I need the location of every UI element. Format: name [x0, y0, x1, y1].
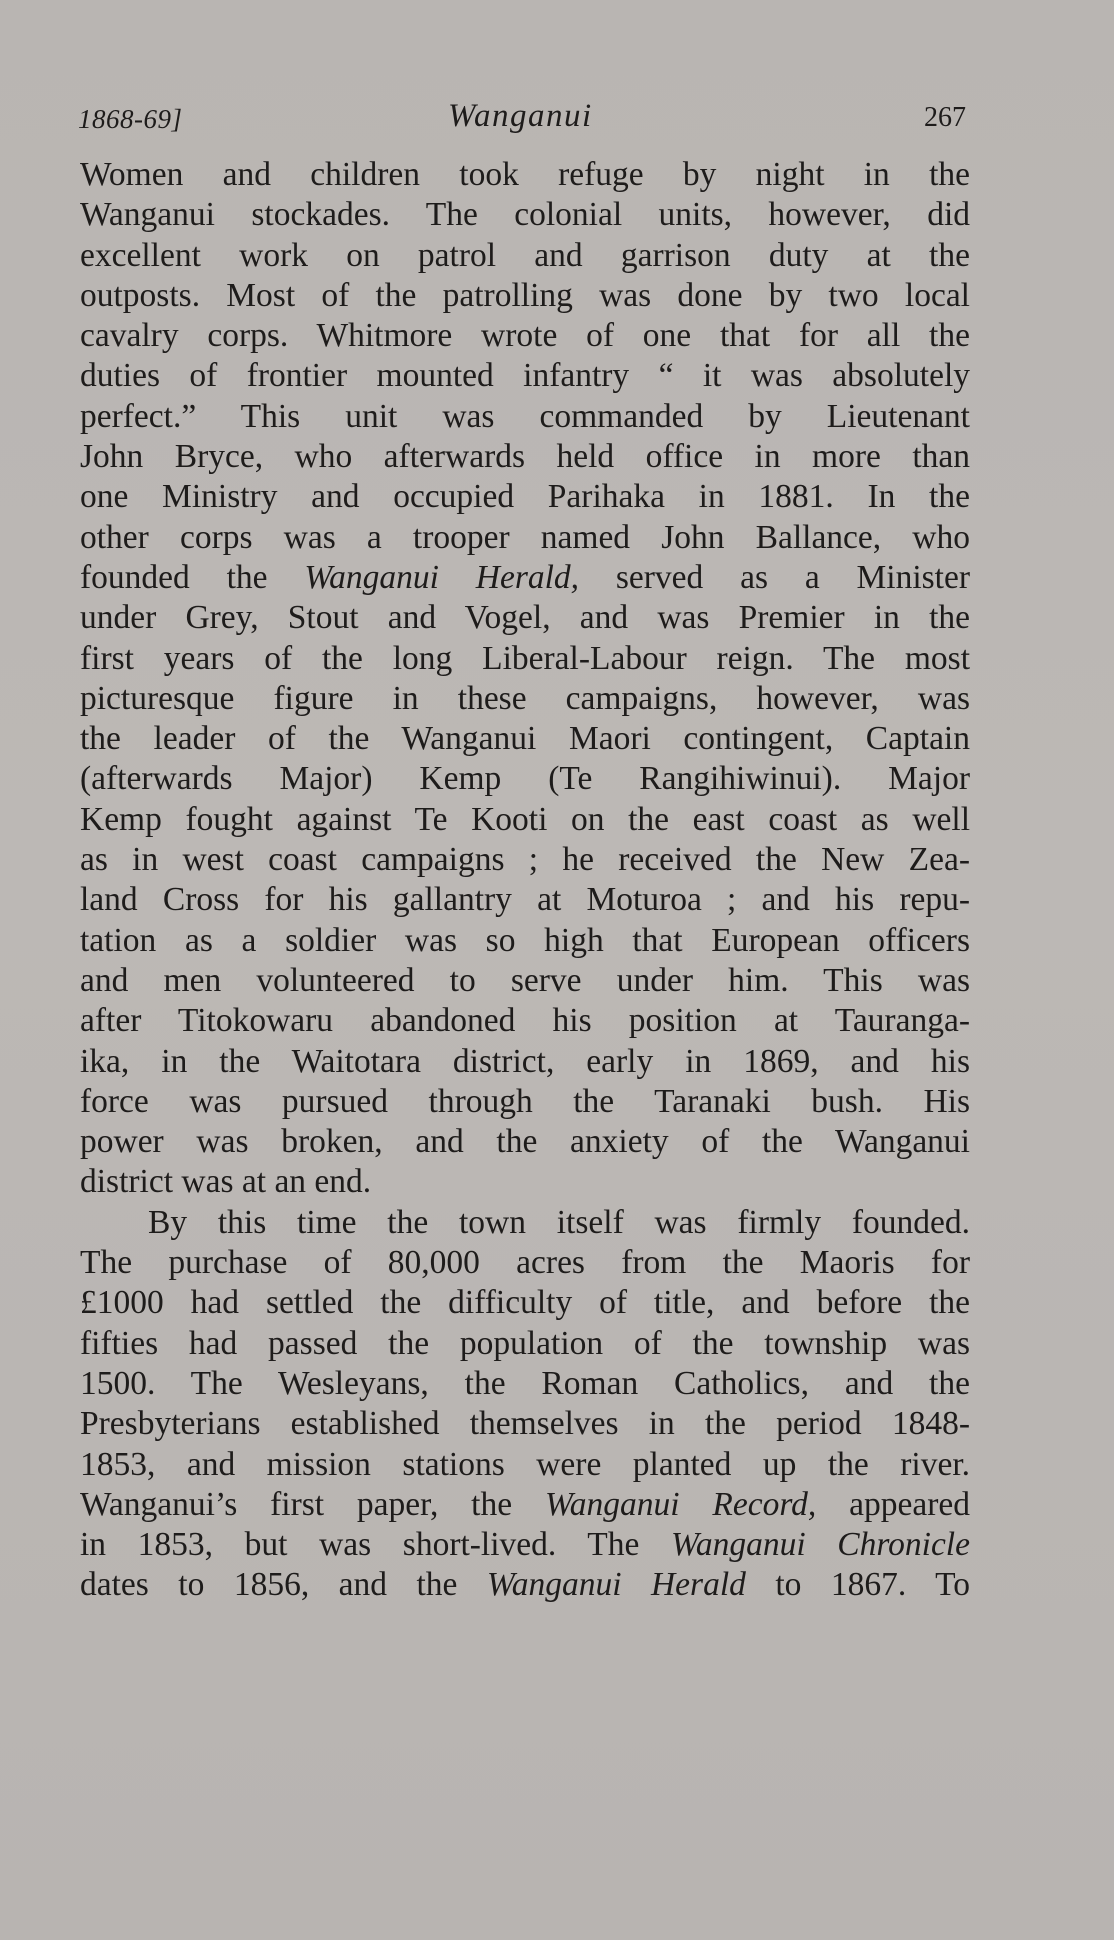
- text-line: [80, 1001, 970, 1041]
- text-segment: in 1853, but was short-lived. The: [80, 1526, 671, 1564]
- text-segment: force was pursued through the Taranaki bush. His: [80, 1082, 970, 1120]
- text-segment: the leader of the Wanganui Maori contingent, Captain: [80, 720, 970, 758]
- italic-title-text: Wanganui Herald: [486, 1566, 746, 1604]
- text-segment: excellent work on patrol and garrison duty at the: [80, 236, 970, 274]
- text-segment: ika, in the Waitotara district, early in 1869, and his: [80, 1042, 970, 1080]
- running-head: [78, 98, 966, 138]
- text-line: [80, 236, 970, 276]
- text-segment: under Grey, Stout and Vogel, and was Premier in the: [80, 599, 970, 637]
- text-line: [80, 1565, 970, 1605]
- italic-title-text: Wanganui Record,: [544, 1485, 817, 1523]
- italic-title-text: Wanganui Chronicle: [671, 1526, 970, 1564]
- text-line: [80, 719, 970, 759]
- text-line: [80, 1445, 970, 1485]
- text-segment: one Ministry and occupied Parihaka in 1881. In the: [80, 478, 970, 516]
- text-line: [80, 356, 970, 396]
- text-line: [80, 1404, 970, 1444]
- text-segment: John Bryce, who afterwards held office in more than: [80, 438, 970, 476]
- text-line: [80, 880, 970, 920]
- text-segment: By this time the town itself was firmly founded.: [148, 1203, 970, 1241]
- text-segment: founded the: [80, 558, 305, 596]
- text-segment: duties of frontier mounted infantry “ it was absolutely: [80, 357, 970, 395]
- text-segment: The purchase of 80,000 acres from the Maoris for: [80, 1244, 970, 1282]
- page-number: 267: [924, 102, 966, 133]
- text-segment: appeared: [816, 1485, 970, 1523]
- text-segment: picturesque figure in these campaigns, however, was: [80, 679, 970, 717]
- text-line: [80, 1364, 970, 1404]
- text-segment: as in west coast campaigns ; he received the New Zea-: [80, 841, 970, 879]
- text-line: [80, 598, 970, 638]
- text-line: [80, 316, 970, 356]
- text-line: [80, 800, 970, 840]
- text-line: [80, 961, 970, 1001]
- text-line: [80, 1525, 970, 1565]
- text-segment: Kemp fought against Te Kooti on the east coast as well: [80, 800, 970, 838]
- text-line: [80, 1122, 970, 1162]
- text-segment: and men volunteered to serve under him. This was: [80, 961, 970, 999]
- text-segment: outposts. Most of the patrolling was done by two local: [80, 276, 970, 314]
- text-line: [80, 155, 970, 195]
- text-line: [80, 921, 970, 961]
- text-segment: to 1867. To: [745, 1566, 971, 1604]
- text-line: [80, 558, 970, 598]
- text-line: [80, 1324, 970, 1364]
- text-line: [80, 1243, 970, 1283]
- text-segment: tation as a soldier was so high that European officers: [80, 921, 970, 959]
- text-segment: district was at an end.: [80, 1163, 372, 1201]
- chapter-title-header: Wanganui: [448, 98, 593, 134]
- text-line: [80, 437, 970, 477]
- text-segment: other corps was a trooper named John Ballance, who: [80, 518, 970, 556]
- text-line: [80, 759, 970, 799]
- text-line: [80, 276, 970, 316]
- text-line: [80, 1485, 970, 1525]
- text-segment: perfect.” This unit was commanded by Lieutenant: [80, 397, 970, 435]
- text-segment: after Titokowaru abandoned his position at Tauranga-: [80, 1002, 970, 1040]
- text-segment: land Cross for his gallantry at Moturoa ; and his repu-: [80, 881, 970, 919]
- text-segment: Wanganui’s first paper, the: [80, 1485, 545, 1523]
- text-line: [80, 397, 970, 437]
- text-segment: fifties had passed the population of the township was: [80, 1324, 970, 1362]
- text-segment: served as a Minister: [579, 558, 971, 596]
- text-line: [80, 840, 970, 880]
- text-segment: dates to 1856, and the: [80, 1566, 487, 1604]
- text-line: [80, 679, 970, 719]
- text-segment: (afterwards Major) Kemp (Te Rangihiwinui). Major: [80, 760, 970, 798]
- text-segment: 1500. The Wesleyans, the Roman Catholics, and the: [80, 1364, 970, 1402]
- text-line: [80, 195, 970, 235]
- text-segment: 1853, and mission stations were planted up the river.: [80, 1445, 970, 1483]
- text-line: [80, 1203, 970, 1243]
- text-segment: Women and children took refuge by night in the: [80, 156, 970, 193]
- text-segment: first years of the long Liberal-Labour reign. The most: [80, 639, 970, 677]
- text-line: [80, 1082, 970, 1122]
- date-range-header: 1868-69]: [78, 104, 183, 134]
- text-segment: Presbyterians established themselves in the period 1848-: [80, 1405, 970, 1443]
- text-line: [80, 1042, 970, 1082]
- text-line: [80, 1283, 970, 1323]
- italic-title-text: Wanganui Herald,: [304, 558, 580, 596]
- text-segment: £1000 had settled the difficulty of title, and before the: [80, 1284, 970, 1322]
- body-text: [80, 155, 970, 1606]
- text-line: [80, 1162, 970, 1202]
- text-segment: cavalry corps. Whitmore wrote of one that for all the: [80, 317, 970, 355]
- text-line: [80, 518, 970, 558]
- text-line: [80, 477, 970, 517]
- text-segment: Wanganui stockades. The colonial units, however, did: [80, 196, 970, 234]
- text-line: [80, 639, 970, 679]
- text-segment: power was broken, and the anxiety of the Wanganui: [80, 1123, 970, 1161]
